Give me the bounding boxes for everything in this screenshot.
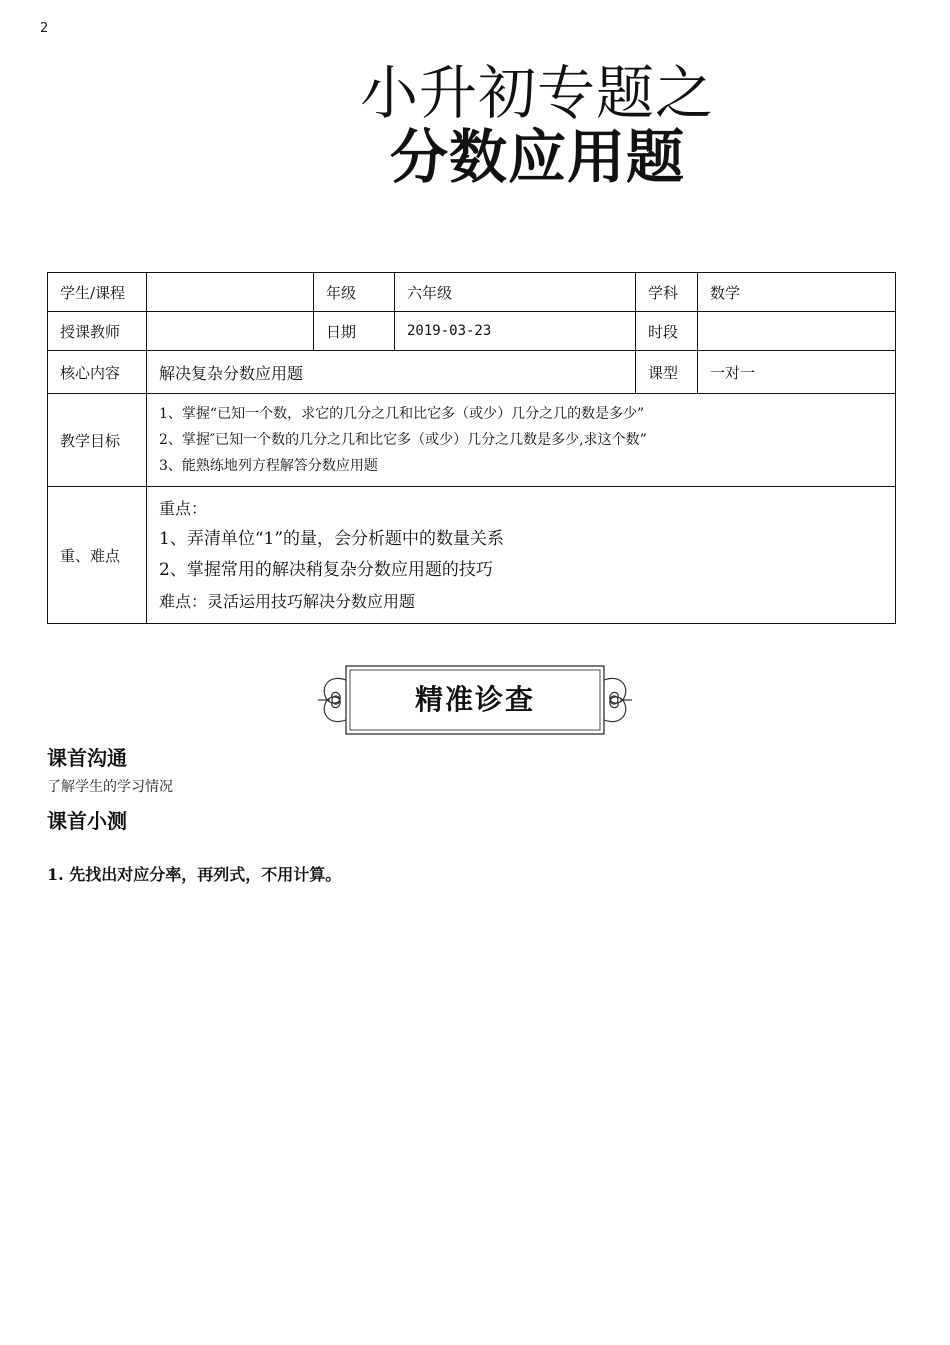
core-label: 核心内容 [48, 351, 147, 394]
table-row [48, 273, 896, 312]
section-description: 了解学生的学习情况 [47, 779, 173, 795]
section-title-quiz: 课首小测 [47, 809, 127, 833]
goal-item: 1、掌握“已知一个数，求它的几分之几和比它多（或少）几分之几的数是多少” [159, 406, 645, 422]
teacher-label: 授课教师 [48, 312, 147, 351]
type-label: 课型 [636, 351, 698, 394]
period-value [698, 312, 896, 351]
student-value [147, 273, 314, 312]
period-label: 时段 [636, 312, 698, 351]
banner-title: 精准诊查 [414, 683, 535, 716]
keypoint-item: 1、弄清单位“1”的量，会分析题中的数量关系 [159, 529, 505, 549]
page-number: 2 [40, 21, 49, 36]
grade-value: 六年级 [395, 273, 636, 312]
table-row [48, 351, 896, 394]
table-row [48, 312, 896, 351]
section-banner [316, 660, 634, 740]
grade-label: 年级 [314, 273, 395, 312]
title-line-2: 分数应用题 [390, 123, 686, 191]
goals-list [147, 394, 896, 487]
teacher-value [147, 312, 314, 351]
question-1: 1. 先找出对应分率，再列式，不用计算。 [47, 865, 342, 884]
lesson-info-table [47, 272, 896, 624]
difficulty-item: 难点：灵活运用技巧解决分数应用题 [159, 592, 416, 611]
table-row [48, 394, 896, 487]
goal-item: 3、能熟练地列方程解答分数应用题 [159, 458, 378, 474]
table-row [48, 487, 896, 624]
title-line-1: 小升初专题之 [360, 59, 715, 127]
keypoints-label: 重、难点 [48, 487, 147, 624]
student-label: 学生/课程 [48, 273, 147, 312]
goals-label: 教学目标 [48, 394, 147, 487]
type-value: 一对一 [698, 351, 896, 394]
section-title-communication: 课首沟通 [47, 746, 127, 770]
goal-item: 2、掌握″已知一个数的几分之几和比它多（或少）几分之几数是多少,求这个数” [159, 432, 647, 448]
subject-value: 数学 [698, 273, 896, 312]
subject-label: 学科 [636, 273, 698, 312]
keypoints-list [147, 487, 896, 624]
date-value: 2019-03-23 [395, 312, 636, 351]
date-label: 日期 [314, 312, 395, 351]
core-value: 解决复杂分数应用题 [147, 351, 636, 394]
keypoint-item: 2、掌握常用的解决稍复杂分数应用题的技巧 [159, 560, 493, 580]
keypoints-heading: 重点： [159, 499, 208, 518]
